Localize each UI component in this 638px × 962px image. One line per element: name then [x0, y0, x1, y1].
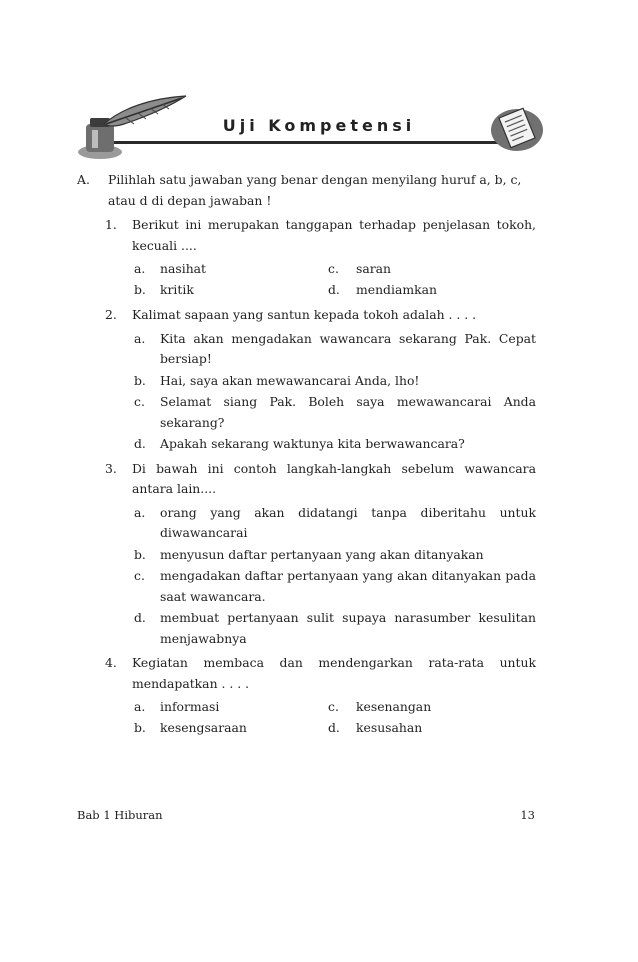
exercise-content: [70, 170, 536, 739]
question-2: [70, 305, 536, 326]
header-title: Uji Kompetensi: [222, 116, 416, 135]
instruction-line-1: Pilihlah satu jawaban yang benar dengan menyilang huruf a, b, c,: [108, 172, 522, 187]
option-text: informasi: [160, 699, 220, 714]
option-row: [70, 697, 536, 718]
option-text: kritik: [160, 282, 194, 297]
option-text: kesusahan: [356, 720, 423, 735]
option-text: saran: [356, 261, 392, 276]
option-item: [70, 545, 536, 566]
option-letter: a.: [134, 330, 146, 346]
option-text: kesenangan: [356, 699, 432, 714]
option-letter: d.: [328, 720, 340, 735]
question-1-options: [70, 259, 536, 301]
option-letter: d.: [134, 436, 146, 451]
option-row: [70, 718, 536, 739]
option-text: kesengsaraan: [160, 720, 247, 735]
question-2-options: [70, 329, 536, 455]
question-text: Kegiatan membaca dan mendengarkan rata-rata untuk mendapatkan . . . .: [132, 655, 536, 691]
option-item: [70, 434, 536, 455]
section-header: [74, 86, 544, 166]
instruction-line-2: atau d di depan jawaban !: [108, 192, 272, 208]
option-letter: d.: [134, 610, 146, 625]
option-letter: c.: [328, 261, 339, 276]
question-number: 1.: [105, 217, 117, 232]
question-number: 4.: [105, 655, 117, 670]
option-text: Hai, saya akan mewawancarai Anda, lho!: [160, 372, 420, 388]
section-label: A.: [77, 172, 90, 187]
option-letter: a.: [134, 699, 146, 714]
question-text: Berikut ini merupakan tanggapan terhadap penjelasan tokoh, kecuali ....: [132, 217, 536, 253]
section-instruction: [70, 170, 536, 211]
option-row: [70, 259, 536, 280]
option-letter: a.: [134, 261, 146, 276]
option-item: [70, 329, 536, 370]
option-text: membuat pertanyaan sulit supaya narasumber kesulitan menjawabnya: [160, 610, 536, 646]
question-3: [70, 459, 536, 500]
option-letter: b.: [134, 546, 146, 562]
question-4: [70, 653, 536, 694]
option-letter: b.: [134, 282, 146, 297]
footer-chapter: Bab 1 Hiburan: [77, 808, 163, 822]
option-letter: b.: [134, 720, 146, 735]
question-1: [70, 215, 536, 256]
option-text: mendiamkan: [356, 282, 437, 297]
option-text: menyusun daftar pertanyaan yang akan ditanyakan: [160, 546, 484, 562]
option-item: [70, 371, 536, 392]
option-row: [70, 280, 536, 301]
option-item: [70, 503, 536, 544]
option-letter: c.: [134, 568, 145, 583]
option-letter: c.: [134, 394, 145, 409]
option-text: orang yang akan didatangi tanpa diberitahu untuk diwawancarai: [160, 504, 536, 540]
option-item: [70, 608, 536, 649]
option-letter: a.: [134, 504, 146, 520]
page-number: 13: [520, 808, 535, 822]
question-number: 3.: [105, 460, 117, 476]
option-letter: b.: [134, 372, 146, 388]
question-text: Kalimat sapaan yang santun kepada tokoh adalah . . . .: [132, 307, 477, 322]
option-text: Selamat siang Pak. Boleh saya mewawancarai Anda sekarang?: [160, 394, 536, 430]
question-text: Di bawah ini contoh langkah-langkah sebelum wawancara antara lain....: [132, 460, 536, 496]
ink-quill-icon: [74, 94, 194, 164]
question-4-options: [70, 697, 536, 739]
option-letter: d.: [328, 282, 340, 297]
option-text: Apakah sekarang waktunya kita berwawancara?: [160, 436, 465, 451]
option-letter: c.: [328, 699, 339, 714]
option-text: mengadakan daftar pertanyaan yang akan ditanyakan pada saat wawancara.: [160, 568, 536, 604]
option-item: [70, 392, 536, 433]
document-icon: [490, 104, 544, 152]
question-3-options: [70, 503, 536, 650]
page-footer: [77, 808, 535, 822]
option-item: [70, 566, 536, 607]
option-text: Kita akan mengadakan wawancara sekarang Pak. Cepat bersiap!: [160, 330, 536, 366]
option-text: nasihat: [160, 261, 207, 276]
question-number: 2.: [105, 307, 117, 322]
